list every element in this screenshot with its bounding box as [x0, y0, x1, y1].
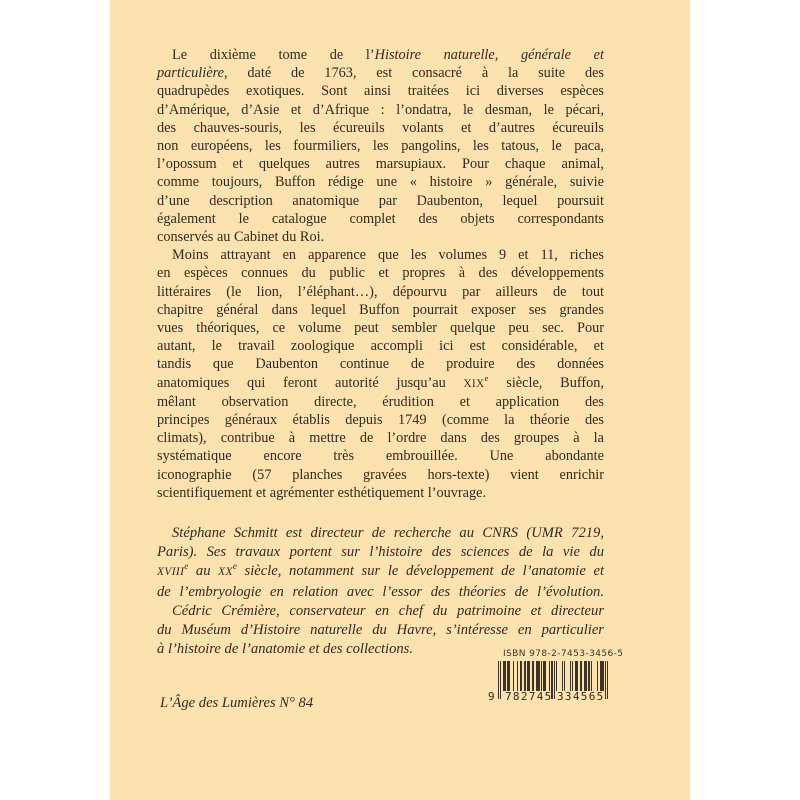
body-line: tandis que Daubenton continue de produire des données	[157, 356, 604, 373]
barcode-digits-right: 334565	[557, 690, 605, 703]
body-line: en espèces connues du public et propres à des développements	[157, 265, 604, 282]
barcode-bar	[564, 661, 565, 691]
barcode-bar	[513, 661, 514, 691]
barcode-bar	[572, 661, 573, 691]
body-line: principes généraux établis depuis 1749 (comme la théorie des	[157, 412, 604, 429]
body-line: climats), contribue à mettre de l’ordre dans des groupes à la	[157, 430, 604, 447]
body-line: conservés au Cabinet du Roi.	[157, 229, 325, 246]
barcode-bar	[586, 661, 587, 691]
barcode-bar	[541, 661, 542, 691]
barcode-bar	[549, 661, 550, 691]
body-line: scientifiquement et agrémenter esthétiquement l’ouvrage.	[157, 484, 487, 501]
barcode-bar	[570, 661, 571, 691]
barcode-bar	[562, 661, 563, 691]
body-line: autant, le travail zoologique accompli ici est considérable, et	[157, 338, 604, 355]
barcode-bar	[580, 661, 581, 691]
body-line: d’Amérique, d’Asie et d’Afrique : l’ondatra, le desman, le pécari,	[157, 101, 604, 118]
text-run: , daté de 1763, est consacré à la suite des	[223, 65, 604, 82]
barcode-bar	[556, 661, 557, 691]
body-line: d’une description anatomique par Daubenton, lequel poursuit	[157, 192, 604, 209]
barcode-bar	[517, 661, 518, 691]
text-run: siècle, Buffon,	[488, 374, 604, 391]
superscript: e	[484, 372, 489, 383]
description-text	[157, 46, 604, 502]
barcode-digit-lead: 9	[488, 690, 495, 703]
roman-numeral: XX	[218, 566, 233, 579]
barcode-bar	[529, 661, 530, 691]
bio-line: à l’histoire de l’anatomie et des collections.	[157, 641, 414, 658]
book-back-cover	[110, 0, 690, 800]
body-line: chapitre général dans lequel Buffon pourrait exposer ses grandes	[157, 301, 604, 318]
bio-line: Paris). Ses travaux portent sur l’histoire des sciences de la vie du	[157, 544, 604, 561]
barcode-bar	[533, 661, 534, 691]
barcode-bar	[525, 661, 526, 691]
barcode-bar	[597, 661, 598, 691]
barcode-bar	[591, 661, 592, 691]
body-line: quadrupèdes exotiques. Sont ainsi traitées ici diverses espèces	[157, 83, 604, 100]
bio-line: de l’embryologie en relation avec l’essor des théories de l’évolution.	[157, 583, 604, 600]
text-run: siècle, notamment sur le développement de l’anatomie et	[236, 563, 605, 580]
barcode-bar	[588, 661, 589, 691]
bio-line: Cédric Crémière, conservateur en chef du patrimoine et directeur	[172, 602, 604, 619]
superscript: e	[232, 561, 237, 572]
barcode-bar	[539, 661, 540, 691]
body-line: également le catalogue complet des objets correspondants	[157, 210, 604, 227]
roman-numeral: XVIII	[157, 566, 185, 579]
text-run: au	[188, 563, 219, 580]
barcode-bar	[577, 661, 578, 691]
body-line: non européens, les fourmiliers, les pangolins, les tatous, le paca,	[157, 138, 604, 155]
barcode-bar	[508, 661, 509, 691]
body-line: comme toujours, Buffon rédige une « histoire » générale, suivie	[157, 174, 604, 191]
ean13-barcode	[488, 661, 608, 705]
body-line: mêlant observation directe, érudition et application des	[157, 393, 604, 410]
text-run: Le dixième tome de l’	[172, 47, 375, 63]
body-line: littéraires (le lion, l’éléphant…), dépourvu par ailleurs de tout	[157, 283, 604, 300]
text-run-italic: Histoire naturelle, générale et	[374, 47, 604, 63]
body-line	[157, 64, 604, 82]
text-run: anatomiques qui feront autorité jusqu’au	[157, 374, 464, 391]
bio-line: Stéphane Schmitt est directeur de recherche au CNRS (UMR 7219,	[172, 525, 604, 542]
text-column	[157, 46, 604, 660]
barcode-digits-left: 782745	[505, 690, 553, 703]
body-line	[157, 46, 604, 64]
isbn-block	[488, 649, 624, 705]
barcode-bar	[505, 661, 506, 691]
barcode-bar	[544, 661, 545, 691]
roman-numeral: XIX	[463, 377, 485, 390]
series-label: L’Âge des Lumières N° 84	[160, 695, 314, 711]
body-line: systématique encore très embrouillée. Une abondante	[157, 448, 604, 465]
bio-line: du Muséum d’Histoire naturelle du Havre, s’intéresse en particulier	[157, 622, 604, 639]
isbn-label: ISBN 978-2-7453-3456-5	[503, 649, 624, 659]
barcode-bar	[521, 661, 522, 691]
body-line: iconographie (57 planches gravées hors-texte) vient enrichir	[157, 466, 604, 483]
body-line: vues théoriques, ce volume peut sembler quelque peu sec. Pour	[157, 320, 604, 337]
body-line: l’opossum et quelques autres marsupiaux. Pour chaque animal,	[157, 156, 604, 173]
body-line: Moins attrayant en apparence que les volumes 9 et 11, riches	[172, 247, 604, 264]
barcode-digits	[488, 690, 610, 703]
superscript: e	[184, 561, 189, 572]
body-line: des chauves-souris, les écureuils volants et d’autres écureuils	[157, 119, 604, 136]
text-run-italic: particulière	[157, 65, 224, 82]
bio-line	[157, 562, 604, 582]
author-bio	[157, 524, 604, 659]
barcode-bar	[602, 661, 603, 691]
body-line	[157, 374, 604, 393]
